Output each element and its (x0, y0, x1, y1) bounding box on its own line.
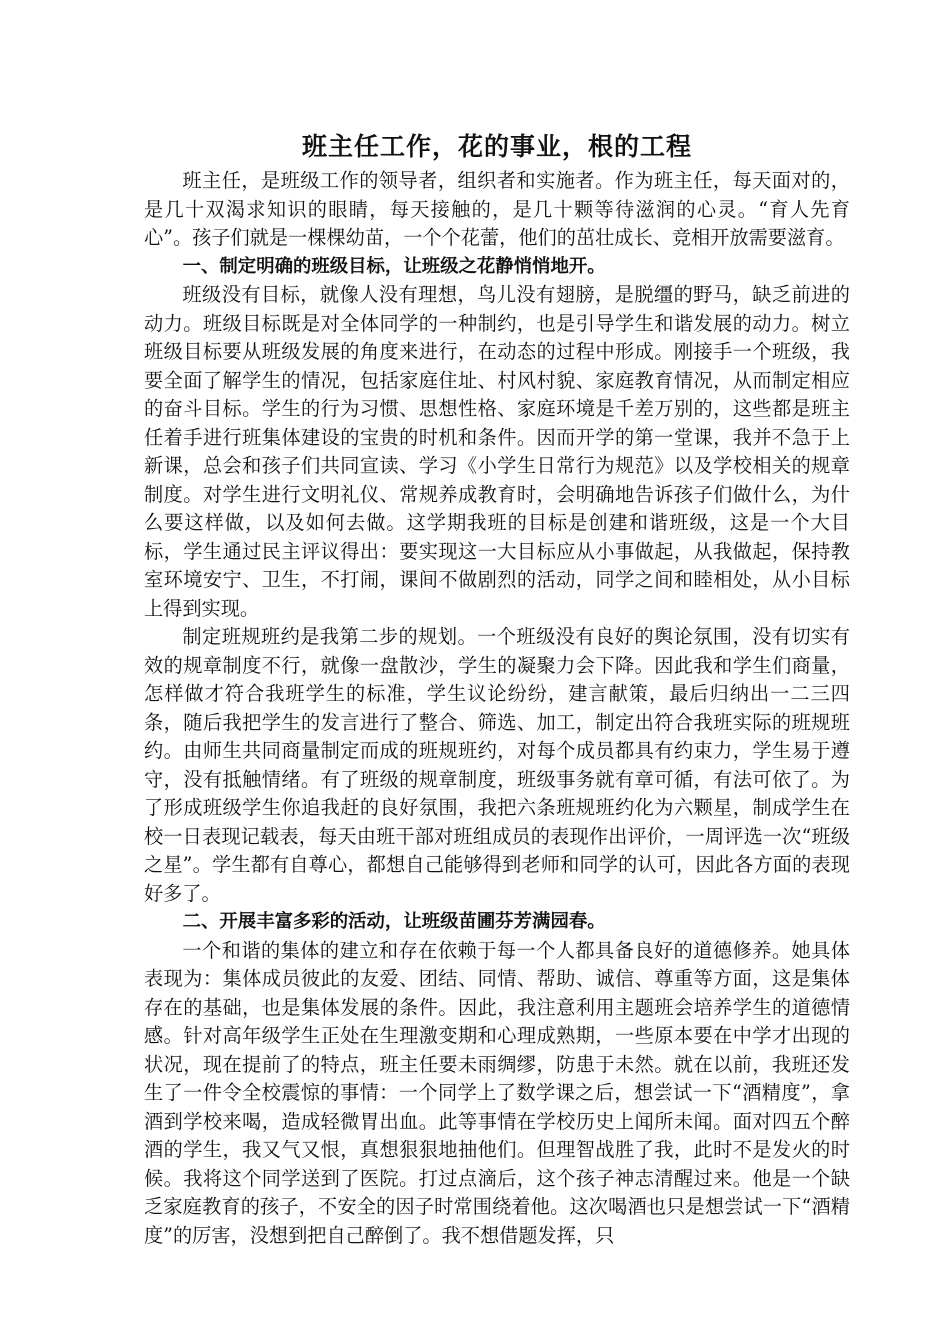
section-1-paragraph-2: 制定班规班约是我第二步的规划。一个班级没有良好的舆论氛围，没有切实有效的规章制度不行，就像一盘散沙，学生的凝聚力会下降。因此我和学生们商量，怎样做才符合我班学生的标准，学生议论纷纷，建言献策，最后归纳出一二三四条，随后我把学生的发言进行了整合、筛选、加工，制定出符合我班实际的班规班约。由师生共同商量制定而成的班规班约，对每个成员都具有约束力，学生易于遵守，没有抵触情绪。有了班级的规章制度，班级事务就有章可循，有法可依了。为了形成班级学生你追我赶的良好氛围，我把六条班规班约化为六颗星，制成学生在校一日表现记载表，每天由班干部对班组成员的表现作出评价，一周评选一次“班级之星”。学生都有自尊心，都想自己能够得到老师和同学的认可，因此各方面的表现好多了。 (144, 625, 850, 905)
document-title: 班主任工作，花的事业，根的工程 (301, 132, 692, 161)
section-2-heading: 二、开展丰富多彩的活动，让班级苗圃芬芳满园春。 (182, 911, 606, 932)
section-1-heading: 一、制定明确的班级目标，让班级之花静悄悄地开。 (182, 255, 606, 277)
section-2-paragraph-1: 一个和谐的集体的建立和存在依赖于每一个人都具备良好的道德修养。她具体表现为：集体成员彼此的友爱、团结、同情、帮助、诚信、尊重等方面，这是集体存在的基础，也是集体发展的条件。因此，我注意利用主题班会培养学生的道德情感。针对高年级学生正处在生理激变期和心理成熟期，一些原本要在中学才出现的状况，现在提前了的特点，班主任要未雨绸缪，防患于未然。就在以前，我班还发生了一件令全校震惊的事情：一个同学上了数学课之后，想尝试一下“酒精度”，拿酒到学校来喝，造成轻微胃出血。此等事情在学校历史上闻所未闻。面对四五个醉酒的学生，我又气又恨，真想狠狠地抽他们。但理智战胜了我，此时不是发火的时候。我将这个同学送到了医院。打过点滴后，这个孩子神志清醒过来。他是一个缺乏家庭教育的孩子，不安全的因子时常围绕着他。这次喝酒也只是想尝试一下“酒精度”的厉害，没想到把自己醉倒了。我不想借题发挥，只 (144, 938, 850, 1247)
section-1-paragraph-1: 班级没有目标，就像人没有理想，鸟儿没有翅膀，是脱缰的野马，缺乏前进的动力。班级目标既是对全体同学的一种制约，也是引导学生和谐发展的动力。树立班级目标要从班级发展的角度来进行，在动态的过程中形成。刚接手一个班级，我要全面了解学生的情况，包括家庭住址、村风村貌、家庭教育情况，从而制定相应的奋斗目标。学生的行为习惯、思想性格、家庭环境是千差万别的，这些都是班主任着手进行班集体建设的宝贵的时机和条件。因而开学的第一堂课，我并不急于上新课，总会和孩子们共同宣读、学习《小学生日常行为规范》以及学校相关的规章制度。对学生进行文明礼仪、常规养成教育时，会明确地告诉孩子们做什么，为什么要这样做，以及如何去做。这学期我班的目标是创建和谐班级，这是一个大目标，学生通过民主评议得出：要实现这一大目标应从小事做起，从我做起，保持教室环境安宁、卫生，不打闹，课间不做剧烈的活动，同学之间和睦相处，从小目标上得到实现。 (144, 283, 850, 620)
document-page (144, 124, 850, 1250)
intro-paragraph: 班主任，是班级工作的领导者，组织者和实施者。作为班主任，每天面对的，是几十双渴求知识的眼睛，每天接触的，是几十颗等待滋润的心灵。“育人先育心”。孩子们就是一棵棵幼苗，一个个花蕾，他们的茁壮成长、竞相开放需要滋育。 (144, 169, 850, 249)
